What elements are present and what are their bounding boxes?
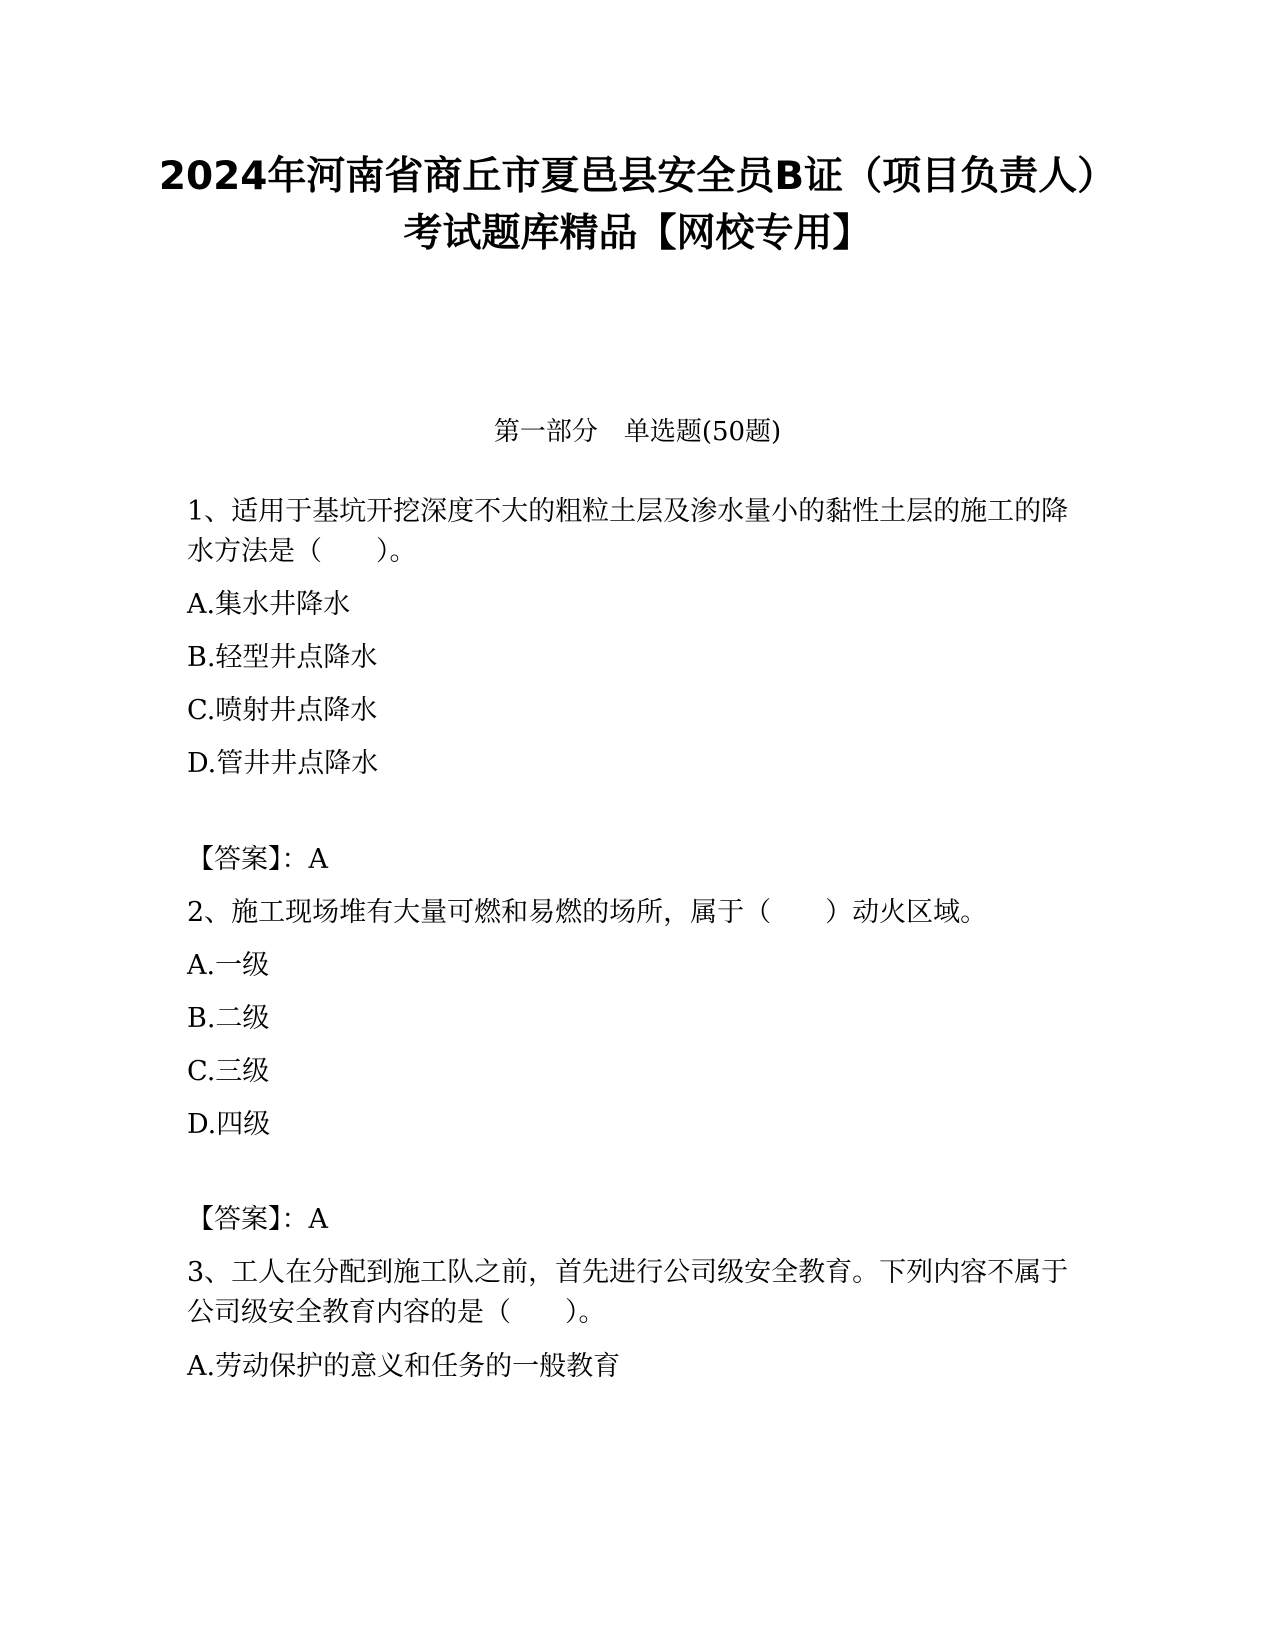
question-2-option-c: C.三级 bbox=[187, 1056, 270, 1087]
question-2-answer: 【答案】：A bbox=[187, 1204, 328, 1235]
question-2-text: 2、施工现场堆有大量可燃和易燃的场所，属于（ ）动火区域。 bbox=[187, 897, 988, 928]
question-3-option-a: A.劳动保护的意义和任务的一般教育 bbox=[187, 1351, 621, 1382]
question-1-option-c: C.喷射井点降水 bbox=[187, 695, 378, 726]
document-title: 2024年河南省商丘市夏邑县安全员B证（项目负责人）考试题库精品【网校专用】 bbox=[158, 154, 1117, 256]
question-2-option-a: A.一级 bbox=[187, 950, 270, 981]
question-1-answer: 【答案】：A bbox=[187, 844, 328, 875]
section-heading: 第一部分 单选题(50题) bbox=[493, 417, 782, 447]
question-2-option-b: B.二级 bbox=[187, 1003, 270, 1034]
question-1-option-b: B.轻型井点降水 bbox=[187, 642, 378, 673]
question-1-option-a: A.集水井降水 bbox=[187, 589, 351, 620]
question-1-text: 1、适用于基坑开挖深度不大的粗粒土层及渗水量小的黏性土层的施工的降水方法是（ ）。 bbox=[187, 496, 1069, 567]
question-3-text: 3、工人在分配到施工队之前，首先进行公司级安全教育。下列内容不属于公司级安全教育内容的是（ ）。 bbox=[187, 1257, 1069, 1328]
question-1-option-d: D.管井井点降水 bbox=[187, 748, 379, 779]
question-2-option-d: D.四级 bbox=[187, 1109, 271, 1140]
